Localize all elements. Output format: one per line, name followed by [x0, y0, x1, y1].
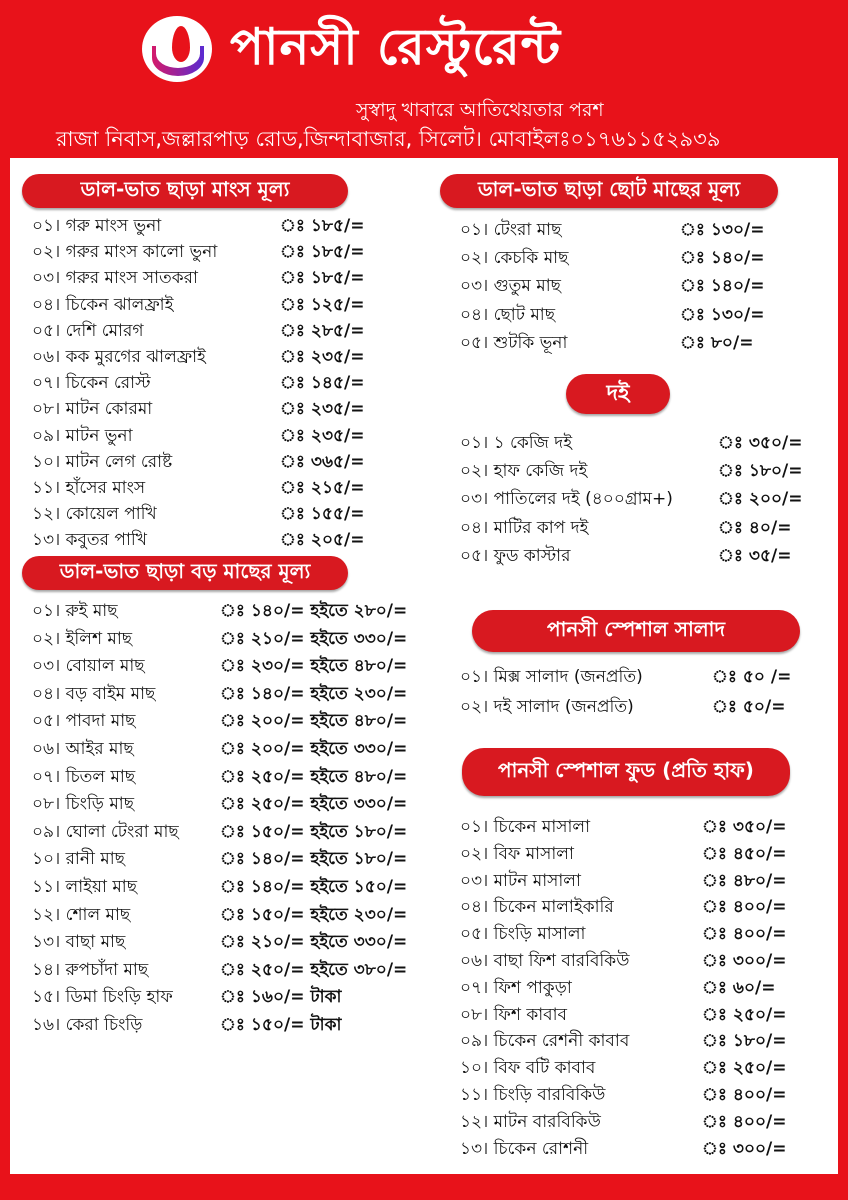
- menu-item-name: ১৩। বাছা মাছ: [32, 932, 126, 953]
- menu-item-price: ঃ ৬০/=: [702, 977, 776, 998]
- menu-item-row: [32, 791, 410, 817]
- menu-item-price: ঃ ১৪০/= হইতে ১৫০/=: [220, 877, 408, 897]
- menu-item-name: ০৭। ফিশ পাকুড়া: [460, 977, 572, 998]
- menu-item-name: ১৬। কেরা চিংড়ি: [32, 1015, 143, 1035]
- menu-item-name: ০৫। শুটকি ভূনা: [460, 332, 568, 353]
- menu-item-row: [32, 819, 410, 845]
- menu-item-name: ১২। কোয়েল পাখি: [32, 504, 157, 525]
- menu-item-name: ০১। মিক্স সালাদ (জনপ্রতি): [460, 667, 643, 687]
- menu-item-name: ০২। ইলিশ মাছ: [32, 628, 133, 649]
- menu-item-row: [32, 396, 470, 422]
- menu-item-row: [32, 239, 470, 265]
- menu-item-row: [32, 626, 410, 652]
- menu-item-price: ঃ ১৪০/=: [680, 248, 765, 269]
- menu-item-row: [32, 736, 410, 762]
- menu-item-price: ঃ ২৩৫/=: [280, 399, 365, 420]
- menu-item-price: ঃ ২৫০/= হইতে ৩৮০/=: [220, 959, 408, 980]
- menu-item-name: ০১। রুই মাছ: [32, 601, 118, 621]
- menu-item-name: ০৭। চিতল মাছ: [32, 766, 136, 787]
- menu-item-name: ১৩। কবুতর পাখি: [32, 530, 147, 551]
- menu-item-price: ঃ ১৩০/=: [680, 304, 765, 325]
- menu-item-row: [32, 708, 410, 734]
- menu-item-price: ঃ ২১৫/=: [280, 478, 365, 498]
- menu-item-price: ঃ ৩৫০/=: [718, 433, 803, 453]
- menu-item-name: ০২। কেচকি মাছ: [460, 248, 569, 269]
- menu-item-name: ১৩। চিকেন রোশনী: [460, 1138, 589, 1159]
- menu-item-price: ঃ ১৫০/= টাকা: [220, 1015, 342, 1035]
- menu-item-row: [460, 273, 848, 299]
- menu-item-name: ১১। হাঁসের মাংস: [32, 478, 146, 498]
- menu-item-row: [32, 653, 410, 679]
- menu-item-name: ০৭। চিকেন রোস্ট: [32, 373, 151, 394]
- menu-item-row: [32, 984, 410, 1010]
- menu-item-price: ঃ ২৫০/= হইতে ৩৩০/=: [220, 794, 408, 815]
- menu-item-price: ঃ ৫০/=: [712, 697, 786, 717]
- menu-item-name: ০৯। চিকেন রেশনী কাবাব: [460, 1031, 630, 1052]
- menu-item-row: [460, 245, 848, 271]
- menu-item-row: [32, 598, 410, 624]
- section-title-meat: ডাল-ভাত ছাড়া মাংস মূল্য: [22, 174, 348, 208]
- menu-item-price: ঃ ৪০/=: [718, 517, 792, 538]
- menu-item-name: ১৫। ডিমা চিংড়ি হাফ: [32, 987, 173, 1008]
- menu-item-price: ঃ ২৩৫/=: [280, 425, 365, 446]
- menu-item-row: [460, 486, 848, 512]
- menu-item-name: ০১। গরু মাংস ভুনা: [32, 216, 162, 236]
- section-title-special-food: পানসী স্পেশাল ফুড (প্রতি হাফ): [462, 748, 790, 796]
- menu-item-row: [32, 929, 410, 955]
- menu-item-price: ঃ ২০০/= হইতে ৩৩০/=: [220, 739, 408, 759]
- menu-item-price: ঃ ৩৬৫/=: [280, 451, 365, 472]
- menu-item-price: ঃ ১৩০/=: [680, 220, 765, 240]
- menu-item-price: ঃ ৪০০/=: [702, 1085, 787, 1105]
- menu-item-row: [460, 894, 848, 920]
- menu-item-price: ঃ ৩০০/=: [702, 951, 787, 971]
- menu-item-row: [460, 1002, 848, 1028]
- menu-item-name: ০২। গরুর মাংস কালো ভুনা: [32, 242, 218, 263]
- menu-item-name: ০২। হাফ কেজি দই: [460, 461, 588, 482]
- menu-item-name: ১২। মাটন বারবিকিউ: [460, 1111, 601, 1132]
- menu-item-price: ঃ ২৩৫/=: [280, 347, 365, 367]
- section-title-doi: দই: [566, 374, 670, 414]
- menu-item-price: ঃ ৮০/=: [680, 332, 754, 353]
- menu-item-name: ০৪। মাটির কাপ দই: [460, 517, 589, 538]
- menu-item-row: [32, 1012, 410, 1038]
- menu-item-row: [32, 213, 470, 239]
- menu-item-price: ঃ ১৮৫/=: [280, 242, 365, 263]
- menu-item-name: ১২। শোল মাছ: [32, 904, 131, 925]
- menu-item-price: ঃ ৩৫/=: [718, 545, 792, 566]
- tagline: সুস্বাদু খাবারে আতিথেয়তার পরশ: [356, 99, 604, 121]
- menu-item-price: ঃ ১৮০/=: [718, 461, 803, 482]
- menu-item-name: ০৬। আইর মাছ: [32, 739, 134, 759]
- menu-item-name: ০৪। ছোট মাছ: [460, 304, 556, 325]
- menu-item-name: ০১। টেংরা মাছ: [460, 220, 562, 240]
- menu-item-name: ০১। ১ কেজি দই: [460, 433, 573, 453]
- menu-item-row: [32, 449, 470, 475]
- menu-item-price: ঃ ৩০০/=: [702, 1138, 787, 1159]
- menu-item-row: [460, 1055, 848, 1081]
- menu-item-price: ঃ ১৫০/= হইতে ২৩০/=: [220, 904, 408, 925]
- menu-item-row: [460, 1109, 848, 1135]
- menu-item-row: [32, 318, 470, 344]
- menu-item-row: [460, 515, 848, 541]
- menu-item-row: [32, 344, 470, 370]
- menu-item-row: [32, 846, 410, 872]
- menu-item-row: [460, 1082, 848, 1108]
- menu-item-price: ঃ ২০৫/=: [280, 530, 365, 551]
- menu-item-price: ঃ ২০০/=: [718, 489, 803, 510]
- menu-item-price: ঃ ১৮০/=: [702, 1031, 787, 1052]
- menu-item-row: [32, 292, 470, 318]
- menu-item-row: [460, 975, 848, 1001]
- menu-item-row: [460, 543, 848, 569]
- menu-item-name: ০৯। মাটন ভুনা: [32, 425, 133, 446]
- menu-item-name: ০৩। পাতিলের দই (৪০০গ্রাম+): [460, 489, 673, 510]
- menu-item-price: ঃ ২৫০/= হইতে ৪৮০/=: [220, 766, 408, 787]
- menu-item-name: ০৫। পাবদা মাছ: [32, 711, 136, 732]
- restaurant-name: পানসী রেস্টুরেন্ট: [230, 18, 562, 76]
- menu-item-row: [460, 430, 848, 456]
- menu-item-price: ঃ ৪০০/=: [702, 1111, 787, 1132]
- menu-item-price: ঃ ২৩০/= হইতে ৪৮০/=: [220, 656, 408, 677]
- menu-item-price: ঃ ২৫০/=: [702, 1058, 787, 1079]
- menu-item-name: ০৫। চিংড়ি মাসালা: [460, 924, 586, 945]
- menu-item-price: ঃ ১২৫/=: [280, 294, 365, 315]
- menu-item-name: ০৮। ফিশ কাবাব: [460, 1004, 567, 1025]
- menu-item-price: ঃ ১৮৫/=: [280, 268, 365, 289]
- menu-item-name: ০৪। চিকেন ঝালফ্রাই: [32, 294, 174, 315]
- menu-item-price: ঃ ২৫০/=: [702, 1004, 787, 1025]
- menu-item-row: [32, 681, 410, 707]
- menu-item-row: [460, 664, 848, 690]
- section-title-big-fish: ডাল-ভাত ছাড়া বড় মাছের মূল্য: [22, 556, 348, 590]
- menu-item-price: ঃ ২৮৫/=: [280, 320, 365, 341]
- menu-item-row: [460, 330, 848, 356]
- menu-item-name: ০৬। কক মুরগের ঝালফ্রাই: [32, 347, 206, 367]
- menu-item-row: [32, 501, 470, 527]
- menu-item-price: ঃ ১৬০/= টাকা: [220, 987, 342, 1008]
- menu-item-name: ০২। দই সালাদ (জনপ্রতি): [460, 697, 634, 717]
- menu-item-name: ০৫। ফুড কাস্টার: [460, 545, 571, 566]
- menu-item-name: ০৩। মাটন মাসালা: [460, 870, 581, 891]
- address: রাজা নিবাস,জল্লারপাড় রোড,জিন্দাবাজার, সিলেট। মোবাইলঃ০১৭৬১১৫২৯৩৯: [56, 127, 721, 151]
- menu-item-price: ঃ ৪০০/=: [702, 897, 787, 918]
- menu-item-name: ০৫। দেশি মোরগ: [32, 320, 144, 341]
- menu-item-name: ০৯। ঘোলা টেংরা মাছ: [32, 821, 179, 842]
- menu-item-price: ঃ ১৫৫/=: [280, 504, 365, 525]
- menu-item-price: ঃ ১৫০/= হইতে ১৮০/=: [220, 821, 408, 842]
- menu-item-row: [460, 458, 848, 484]
- menu-item-row: [460, 948, 848, 974]
- menu-item-row: [460, 694, 848, 720]
- header: [0, 0, 848, 158]
- menu-item-row: [460, 814, 848, 840]
- menu-item-row: [32, 764, 410, 790]
- menu-item-price: ঃ ৪৫০/=: [702, 843, 787, 864]
- menu-item-name: ০৬। বাছা ফিশ বারবিকিউ: [460, 951, 630, 971]
- menu-item-row: [32, 874, 410, 900]
- menu-item-name: ০৮। চিংড়ি মাছ: [32, 794, 134, 815]
- menu-item-name: ০৮। মাটন কোরমা: [32, 399, 153, 420]
- menu-item-price: ঃ ৪০০/=: [702, 924, 787, 945]
- menu-item-price: ঃ ৫০ /=: [712, 667, 792, 687]
- menu-item-name: ০৪। চিকেন মালাইকারি: [460, 897, 614, 918]
- menu-item-row: [460, 302, 848, 328]
- logo-icon: [142, 16, 212, 82]
- menu-item-row: [460, 1028, 848, 1054]
- menu-item-row: [32, 423, 470, 449]
- section-title-salad: পানসী স্পেশাল সালাদ: [472, 610, 800, 652]
- menu-item-name: ০৩। গুতুম মাছ: [460, 276, 561, 297]
- menu-item-price: ঃ ১৪০/= হইতে ১৮০/=: [220, 849, 408, 870]
- menu-item-name: ১০। বিফ বটি কাবাব: [460, 1058, 596, 1079]
- menu-item-price: ঃ ১৪০/= হইতে ২৩০/=: [220, 683, 408, 704]
- section-title-small-fish: ডাল-ভাত ছাড়া ছোট মাছের মূল্য: [440, 174, 778, 208]
- menu-item-row: [32, 265, 470, 291]
- menu-item-price: ঃ ৩৫০/=: [702, 817, 787, 837]
- menu-item-name: ১০। মাটন লেগ রোষ্ট: [32, 451, 173, 472]
- menu-item-row: [460, 217, 848, 243]
- menu-item-name: ০৩। বোয়াল মাছ: [32, 656, 145, 677]
- menu-item-price: ঃ ১৪০/= হইতে ২৮০/=: [220, 601, 408, 621]
- menu-item-price: ঃ ২১০/= হইতে ৩৩০/=: [220, 932, 408, 953]
- menu-item-name: ০২। বিফ মাসালা: [460, 843, 574, 864]
- menu-item-name: ০৩। গরুর মাংস সাতকরা: [32, 268, 198, 289]
- menu-item-price: ঃ ১৪০/=: [680, 276, 765, 297]
- menu-item-row: [32, 902, 410, 928]
- menu-item-price: ঃ ৪৮০/=: [702, 870, 787, 891]
- menu-item-row: [460, 1136, 848, 1162]
- menu-item-price: ঃ ২০০/= হইতে ৪৮০/=: [220, 711, 408, 732]
- menu-item-row: [460, 841, 848, 867]
- menu-item-name: ০১। চিকেন মাসালা: [460, 817, 591, 837]
- menu-item-name: ১১। চিংড়ি বারবিকিউ: [460, 1085, 606, 1105]
- menu-item-name: ০৪। বড় বাইম মাছ: [32, 683, 156, 704]
- menu-item-price: ঃ ২১০/= হইতে ৩৩০/=: [220, 628, 408, 649]
- menu-item-name: ১০। রানী মাছ: [32, 849, 125, 870]
- menu-item-name: ১১। লাইয়া মাছ: [32, 877, 138, 897]
- menu-item-row: [460, 921, 848, 947]
- menu-item-row: [460, 868, 848, 894]
- menu-item-price: ঃ ১৮৫/=: [280, 216, 365, 236]
- menu-item-row: [32, 475, 470, 501]
- menu-item-row: [32, 527, 470, 553]
- menu-item-row: [32, 370, 470, 396]
- menu-item-name: ১৪। রুপচাঁদা মাছ: [32, 959, 149, 980]
- menu-item-price: ঃ ১৪৫/=: [280, 373, 365, 394]
- menu-item-row: [32, 957, 410, 983]
